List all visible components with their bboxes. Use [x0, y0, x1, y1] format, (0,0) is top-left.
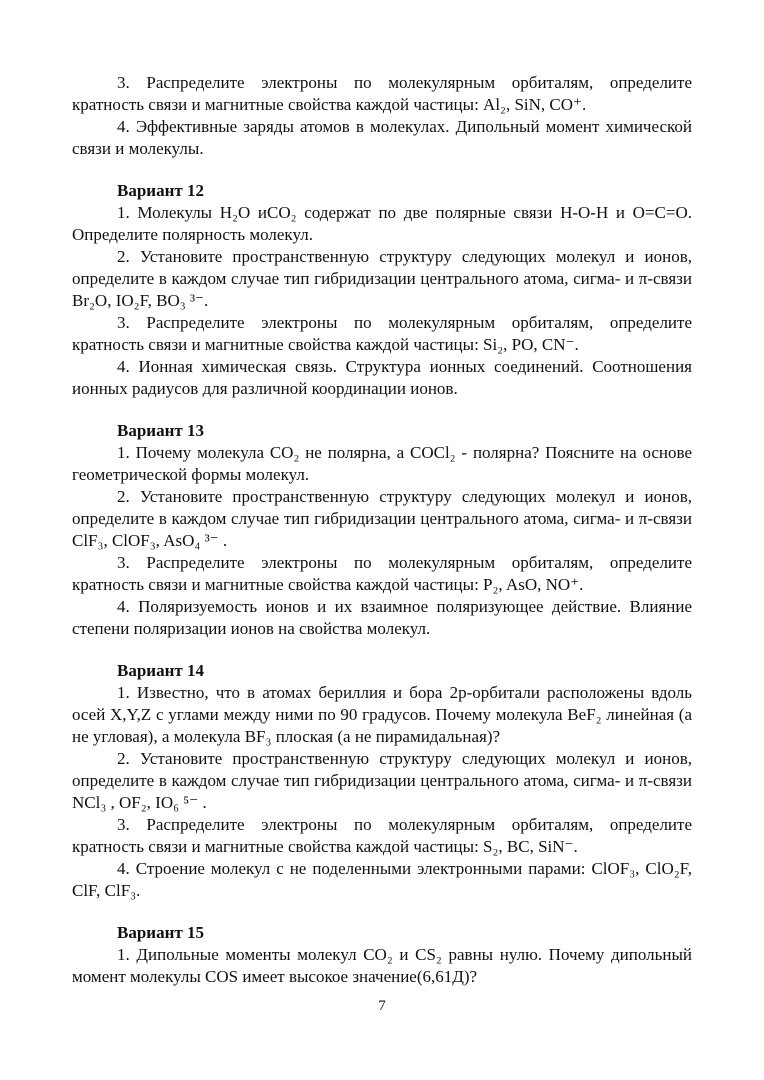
variant-14-item-4: 4. Строение молекул с не поделенными электронными парами: ClOF₃, ClO₂F, ClF, ClF₃.	[72, 859, 692, 900]
variant-13-item-3: 3. Распределите электроны по молекулярным орбиталям, определите кратность связи и магнитные свойства каждой частицы: P₂, AsO, NO⁺.	[72, 553, 692, 594]
variant-12-item-4: 4. Ионная химическая связь. Структура ионных соединений. Соотношения ионных радиусов для различной координации ионов.	[72, 357, 692, 398]
variant-12-item-3: 3. Распределите электроны по молекулярным орбиталям, определите кратность связи и магнитные свойства каждой частицы: Si₂, PO, CN⁻.	[72, 313, 692, 354]
variant-13-heading: Вариант 13	[117, 421, 204, 440]
paragraph-top-3: 3. Распределите электроны по молекулярным орбиталям, определите кратность связи и магнитные свойства каждой частицы: Al₂, SiN, CO⁺.	[72, 73, 692, 114]
variant-14-item-3: 3. Распределите электроны по молекулярным орбиталям, определите кратность связи и магнитные свойства каждой частицы: S₂, BC, SiN⁻.	[72, 815, 692, 856]
variant-12-item-1: 1. Молекулы H₂O иCO₂ содержат по две полярные связи H-O-H и O=C=O. Определите полярность молекул.	[72, 203, 692, 244]
variant-14-item-1: 1. Известно, что в атомах бериллия и бора 2p-орбитали расположены вдоль осей X,Y,Z с углами между ними по 90 градусов. Почему молекула BeF₂ линейная (а не угловая), а молекула BF₃ плоская (а не пирамидальная)?	[72, 683, 692, 746]
variant-13-item-2: 2. Установите пространственную структуру следующих молекул и ионов, определите в каждом случае тип гибридизации центрального атома, сигма- и π-связи ClF₃, ClOF₃, AsO₄ ³⁻ .	[72, 487, 692, 550]
variant-12-item-2: 2. Установите пространственную структуру следующих молекул и ионов, определите в каждом случае тип гибридизации центрального атома, сигма- и π-связи Br₂O, IO₂F, BO₃ ³⁻.	[72, 247, 692, 310]
paragraph-top-4: 4. Эффективные заряды атомов в молекулах. Дипольный момент химической связи и молекулы.	[72, 117, 692, 158]
variant-15-item-1: 1. Дипольные моменты молекул CO₂ и CS₂ равны нулю. Почему дипольный момент молекулы COS имеет высокое значение(6,61Д)?	[72, 945, 692, 986]
page-number: 7	[378, 998, 386, 1014]
variant-15-heading: Вариант 15	[117, 923, 204, 942]
variant-14-heading: Вариант 14	[117, 661, 204, 680]
variant-13-item-4: 4. Поляризуемость ионов и их взаимное поляризующее действие. Влияние степени поляризации ионов на свойства молекул.	[72, 597, 692, 638]
variant-14-item-2: 2. Установите пространственную структуру следующих молекул и ионов, определите в каждом случае тип гибридизации центрального атома, сигма- и π-связи NCl₃ , OF₂, IO₆ ⁵⁻ .	[72, 749, 692, 812]
variant-12-heading: Вариант 12	[117, 181, 204, 200]
variant-13-item-1: 1. Почему молекула CO₂ не полярна, а COCl₂ - полярна? Поясните на основе геометрической формы молекул.	[72, 443, 692, 484]
